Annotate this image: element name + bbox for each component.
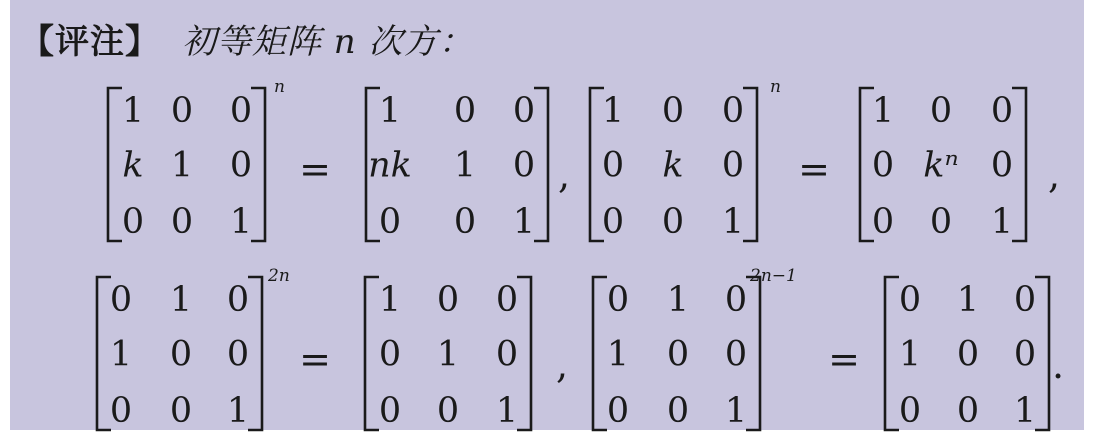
period: . (1051, 343, 1065, 387)
equals-sign: = (828, 337, 860, 381)
matrix-cell: 1 (724, 391, 748, 431)
matrix-cell: 1 (378, 91, 402, 131)
exponent: n (274, 77, 285, 97)
matrix-cell: 0 (990, 145, 1014, 186)
matrix-cell: 0 (666, 391, 690, 431)
heading-tag: 【评注】 (20, 22, 160, 62)
matrix-c (97, 266, 290, 431)
matrix-cell: 1 (606, 334, 630, 375)
matrix-cell: 0 (109, 280, 133, 320)
matrix-cell: 0 (512, 145, 536, 186)
matrix-cell: 0 (724, 334, 748, 375)
matrix-cell: 1 (956, 280, 980, 320)
matrix-cell: 1 (436, 334, 460, 375)
matrix-d (593, 266, 797, 431)
right-bracket (248, 277, 262, 430)
matrix-cell: 0 (871, 202, 895, 242)
matrix-cell: 0 (929, 202, 953, 242)
matrix-cell: 0 (436, 391, 460, 431)
matrix-cell: 0 (661, 91, 685, 131)
matrix-cell: 0 (512, 91, 536, 131)
matrix-cell: 1 (453, 145, 477, 186)
result-d (885, 277, 1049, 431)
matrix-cell: 0 (601, 145, 625, 186)
matrix-cell: 0 (990, 91, 1014, 131)
exponent: 2n−1 (750, 266, 797, 286)
matrix-cell: 0 (661, 202, 685, 242)
matrix-cell: 0 (169, 391, 193, 431)
equals-sign: = (798, 147, 830, 191)
left-bracket (365, 277, 379, 430)
matrix-cell: 0 (121, 202, 145, 242)
matrix-cell: 0 (495, 334, 519, 375)
matrix-cell: 1 (169, 280, 193, 320)
matrix-cell: 1 (898, 334, 922, 375)
right-bracket (1012, 88, 1026, 241)
matrix-cell: 0 (606, 391, 630, 431)
matrix-cell: 0 (495, 280, 519, 320)
matrix-cell: 0 (871, 145, 895, 186)
matrix-cell: 0 (1013, 334, 1037, 375)
comma: , (1047, 153, 1061, 197)
matrix-cell: 0 (229, 91, 253, 131)
left-bracket (885, 277, 899, 430)
left-bracket (108, 88, 122, 241)
matrix-cell: 1 (871, 91, 895, 131)
matrix-cell: 0 (229, 145, 253, 186)
right-bracket (1035, 277, 1049, 430)
matrix-cell: 1 (666, 280, 690, 320)
right-bracket (743, 88, 757, 241)
matrix-cell: 1 (121, 91, 145, 131)
matrix-cell: 0 (169, 334, 193, 375)
matrix-cell: 1 (1013, 391, 1037, 431)
matrix-b (590, 77, 781, 242)
matrix-cell: k (662, 145, 684, 186)
matrix-cell: 0 (453, 91, 477, 131)
matrix-cell: 0 (956, 334, 980, 375)
matrix-cell: 1 (495, 391, 519, 431)
matrix-cell: 1 (512, 202, 536, 242)
matrix-cell: 0 (378, 334, 402, 375)
matrix-cell: 0 (170, 91, 194, 131)
matrix-cell: 0 (453, 202, 477, 242)
matrix-cell: 0 (378, 391, 402, 431)
matrix-a (108, 77, 285, 242)
matrix-cell: 0 (721, 145, 745, 186)
left-bracket (593, 277, 607, 430)
matrix-cell: 0 (436, 280, 460, 320)
matrix-cell: 1 (226, 391, 250, 431)
matrix-cell: 1 (721, 202, 745, 242)
matrix-cell: 1 (601, 91, 625, 131)
matrix-cell: 0 (898, 391, 922, 431)
right-bracket (746, 277, 760, 430)
equals-sign: = (299, 337, 331, 381)
comma: , (557, 153, 571, 197)
heading-text: 初等矩阵 n 次方： (182, 22, 474, 62)
matrix-cell: 1 (229, 202, 253, 242)
matrix-cell: 0 (226, 334, 250, 375)
equals-sign: = (299, 147, 331, 191)
exponent: n (770, 77, 781, 97)
matrix-cell: 0 (170, 202, 194, 242)
matrix-cell: 0 (666, 334, 690, 375)
result-a (366, 88, 548, 242)
matrix-cell: 0 (929, 91, 953, 131)
matrix-cell: 1 (109, 334, 133, 375)
matrix-cell: 0 (721, 91, 745, 131)
matrix-cell: 0 (1013, 280, 1037, 320)
matrix-cell: 1 (990, 202, 1014, 242)
matrix-cell: 0 (724, 280, 748, 320)
matrix-cell: 0 (606, 280, 630, 320)
exponent: 2n (268, 266, 290, 286)
matrix-cell: 1 (378, 280, 402, 320)
matrix-cell: 0 (109, 391, 133, 431)
matrix-cell: 0 (378, 202, 402, 242)
matrix-cell: nk (368, 145, 412, 186)
right-bracket (534, 88, 548, 241)
matrix-cell: kⁿ (923, 145, 959, 186)
matrix-cell: k (122, 145, 144, 186)
comma: , (555, 343, 569, 387)
right-bracket (517, 277, 531, 430)
matrix-cell: 0 (956, 391, 980, 431)
matrix-cell: 0 (898, 280, 922, 320)
matrix-cell: 0 (226, 280, 250, 320)
matrix-cell: 1 (170, 145, 194, 186)
matrix-cell: 0 (601, 202, 625, 242)
right-bracket (251, 88, 265, 241)
result-b (860, 88, 1026, 242)
result-c (365, 277, 531, 431)
